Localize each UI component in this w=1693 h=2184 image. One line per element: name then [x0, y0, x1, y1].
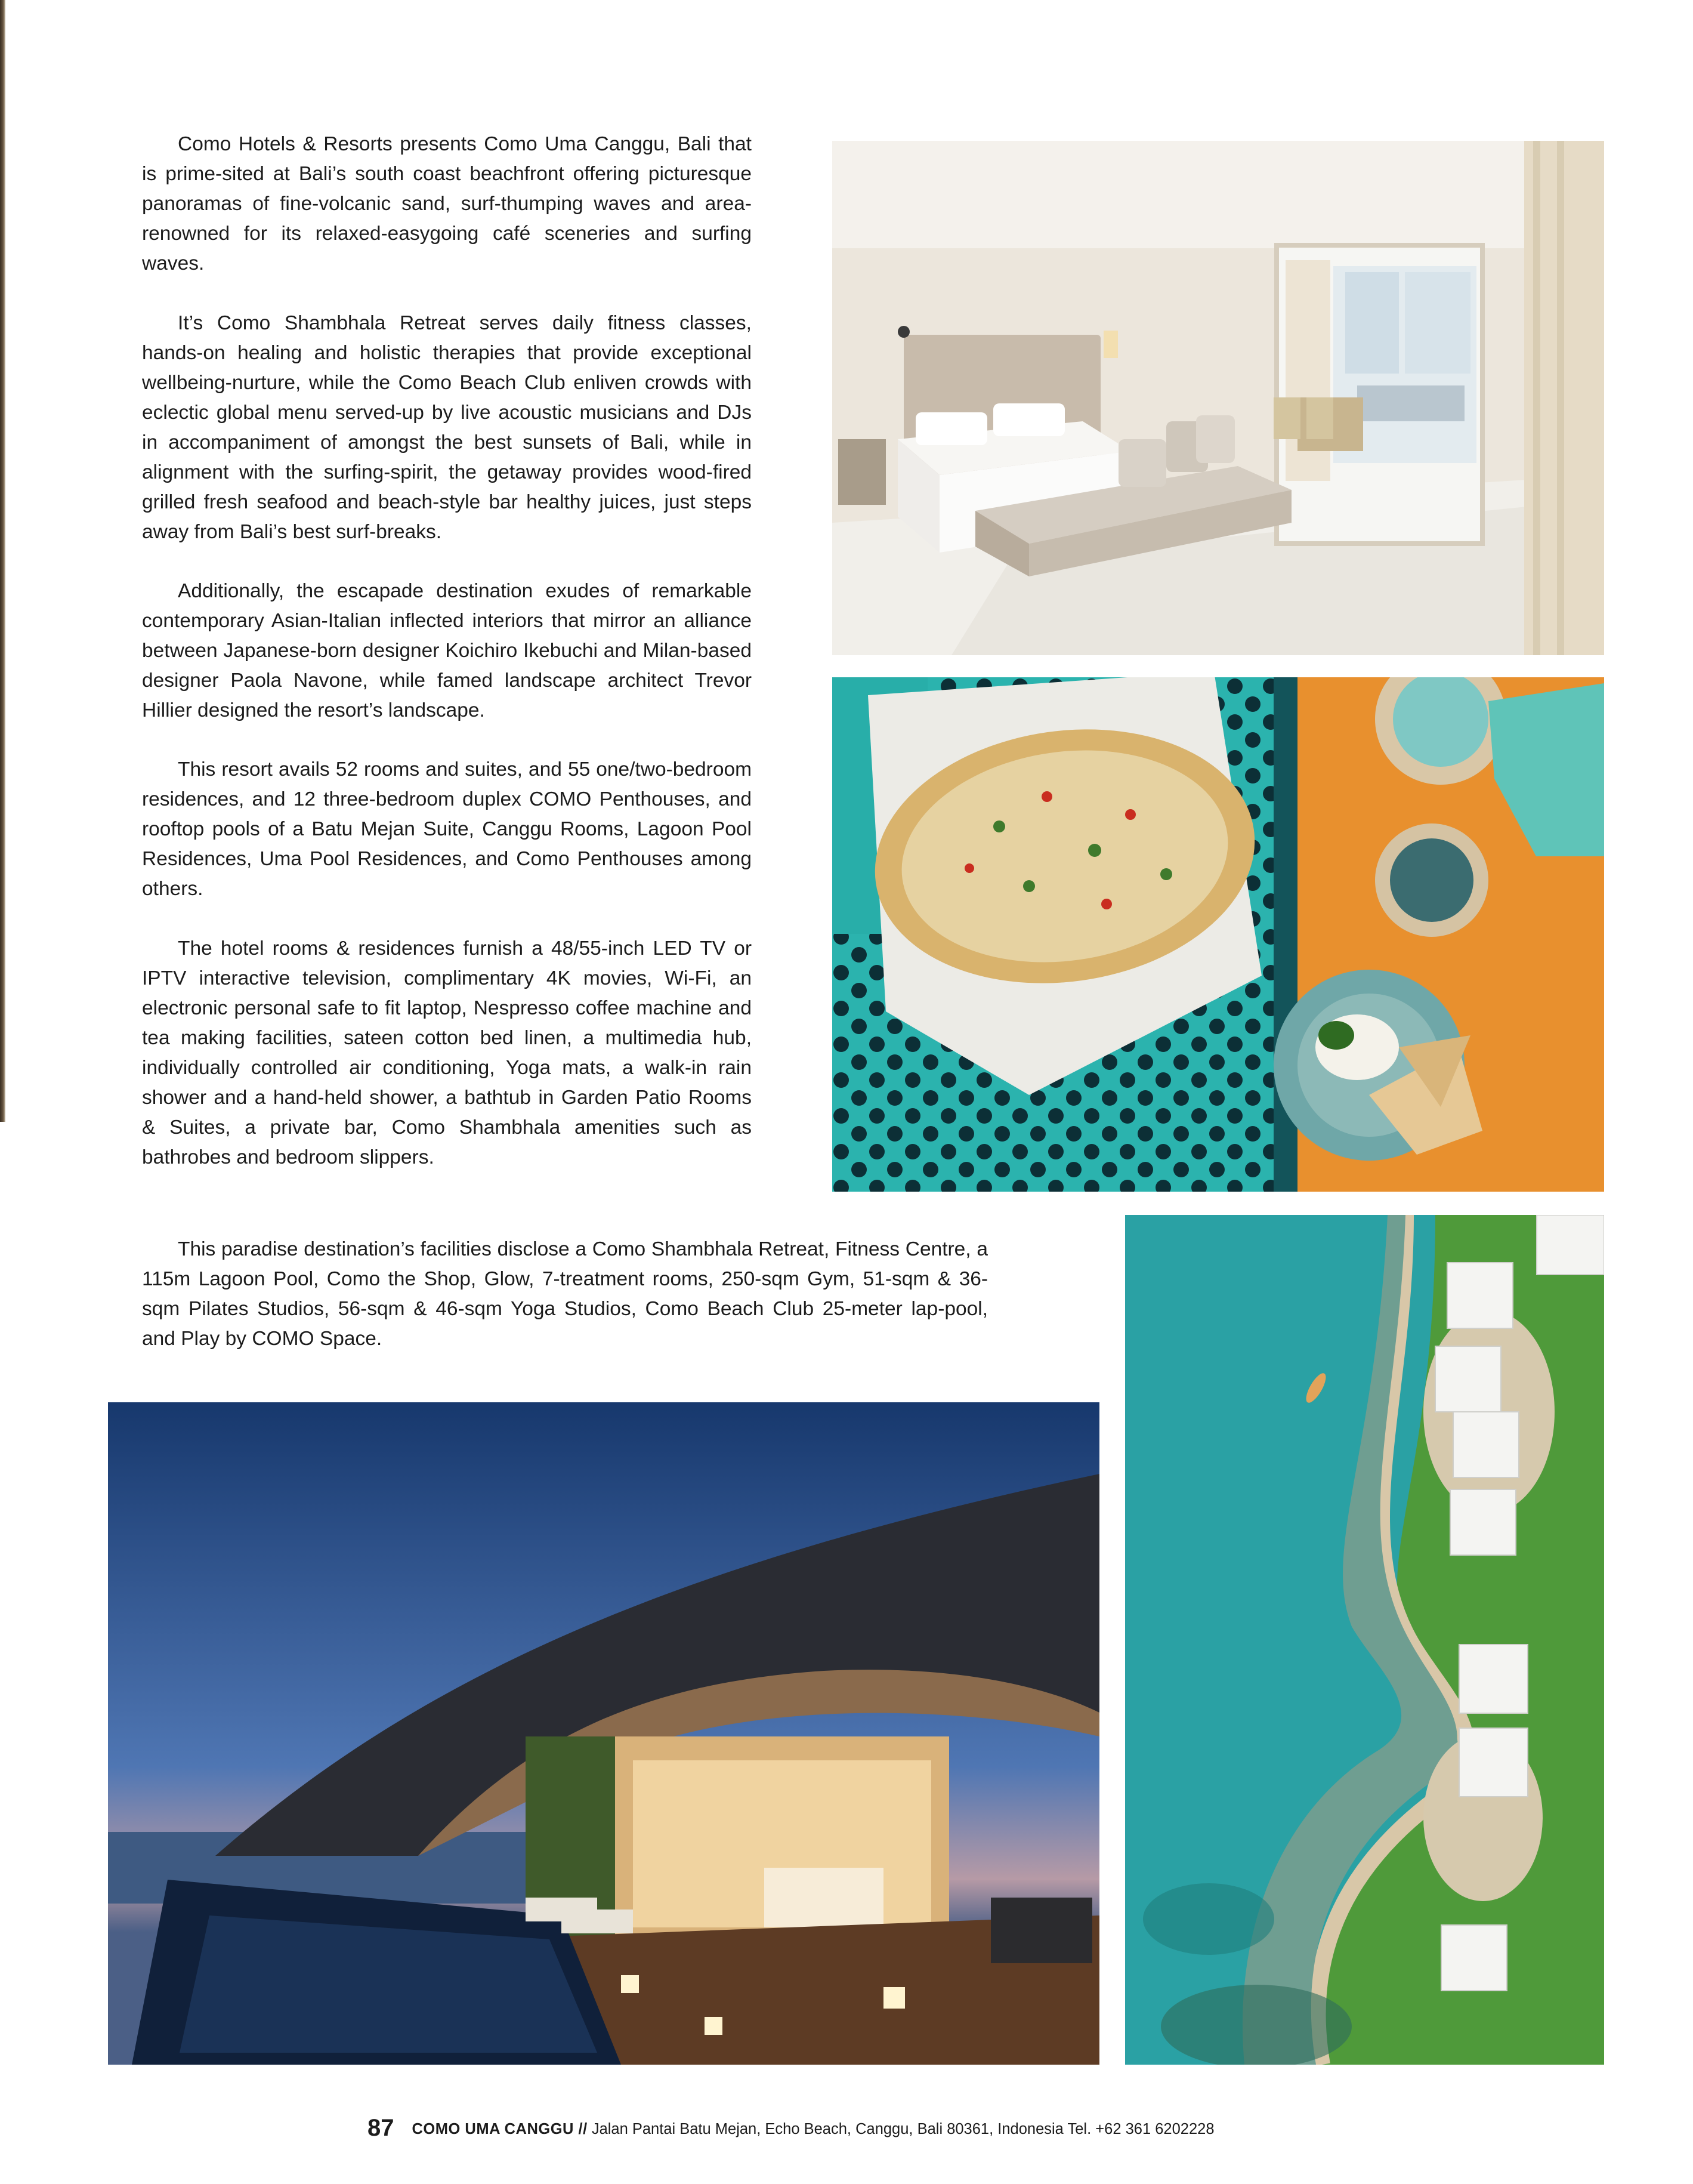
food-photo	[832, 677, 1604, 1192]
article-paragraph-amenities: The hotel rooms & residences furnish a 48/55-inch LED TV or IPTV interactive television, complimentary 4K movies, Wi-Fi, an electronic personal safe to fit laptop, Nespresso coffee machine and tea making facilities, sateen cotton bed linen, a multimedia hub, individually controlled air conditioning, Yoga mats, a walk-in rain shower and a hand-held shower, a bathtub in Garden Patio Rooms & Suites, a private bar, Como Shambhala amenities such as bathrobes and bedroom slippers.	[142, 937, 752, 1168]
article-paragraph-shambhala: It’s Como Shambhala Retreat serves daily fitness classes, hands-on healing and holistic therapies that provide exceptional wellbeing-nurture, while the Como Beach Club enliven crowds with eclectic global menu served-up by live acoustic musicians and DJs in accompaniment of amongst the best sunsets of Bali, while in alignment with the surfing-spirit, the getaway provides wood-fired grilled fresh seafood and beach-style bar healthy juices, just steps away from Bali’s best surf-breaks.	[142, 312, 752, 543]
page-footer	[367, 2115, 1215, 2142]
pool-aerial-photo	[1125, 1215, 1604, 2065]
bedroom-photo	[832, 141, 1604, 655]
food-illustration	[832, 677, 1604, 1192]
footer-brand: COMO UMA CANGGU //	[412, 2121, 588, 2137]
article-paragraph-rooms: This resort avails 52 rooms and suites, and 55 one/two-bedroom residences, and 12 three-bedroom duplex COMO Penthouses, and rooftop pools of a Batu Mejan Suite, Canggu Rooms, Lagoon Pool Residences, Uma Pool Residences, and Como Penthouses among others.	[142, 758, 752, 900]
bedroom-illustration	[832, 141, 1604, 655]
article-paragraph-facilities: This paradise destination’s facilities disclose a Como Shambhala Retreat, Fitness Centre, a 115m Lagoon Pool, Como the Shop, Glow, 7-treatment rooms, 250-sqm Gym, 51-sqm & 36-sqm Pilates Studios, 56-sqm & 46-sqm Yoga Studios, Como Beach Club 25-meter lap-pool, and Play by COMO Space.	[142, 1238, 988, 1350]
footer-address: Jalan Pantai Batu Mejan, Echo Beach, Canggu, Bali 80361, Indonesia Tel. +62 361 6202228	[591, 2121, 1215, 2137]
page-number: 87	[367, 2115, 394, 2141]
magazine-spine-edge	[0, 0, 5, 1122]
article-paragraph-interiors: Additionally, the escapade destination exudes of remarkable contemporary Asian-Italian inflected interiors that mirror an alliance between Japanese-born designer Koichiro Ikebuchi and Milan-based designer Paola Navone, while famed landscape architect Trevor Hillier designed the resort’s landscape.	[142, 580, 752, 721]
villa-dusk-photo	[108, 1402, 1099, 2065]
article-paragraph-intro: Como Hotels & Resorts presents Como Uma Canggu, Bali that is prime-sited at Bali’s south coast beachfront offering picturesque panoramas of fine-volcanic sand, surf-thumping waves and area-renowned for its relaxed-easygoing café sceneries and surfing waves.	[142, 133, 752, 274]
pool-illustration	[1125, 1215, 1604, 2065]
villa-illustration	[108, 1402, 1099, 2065]
